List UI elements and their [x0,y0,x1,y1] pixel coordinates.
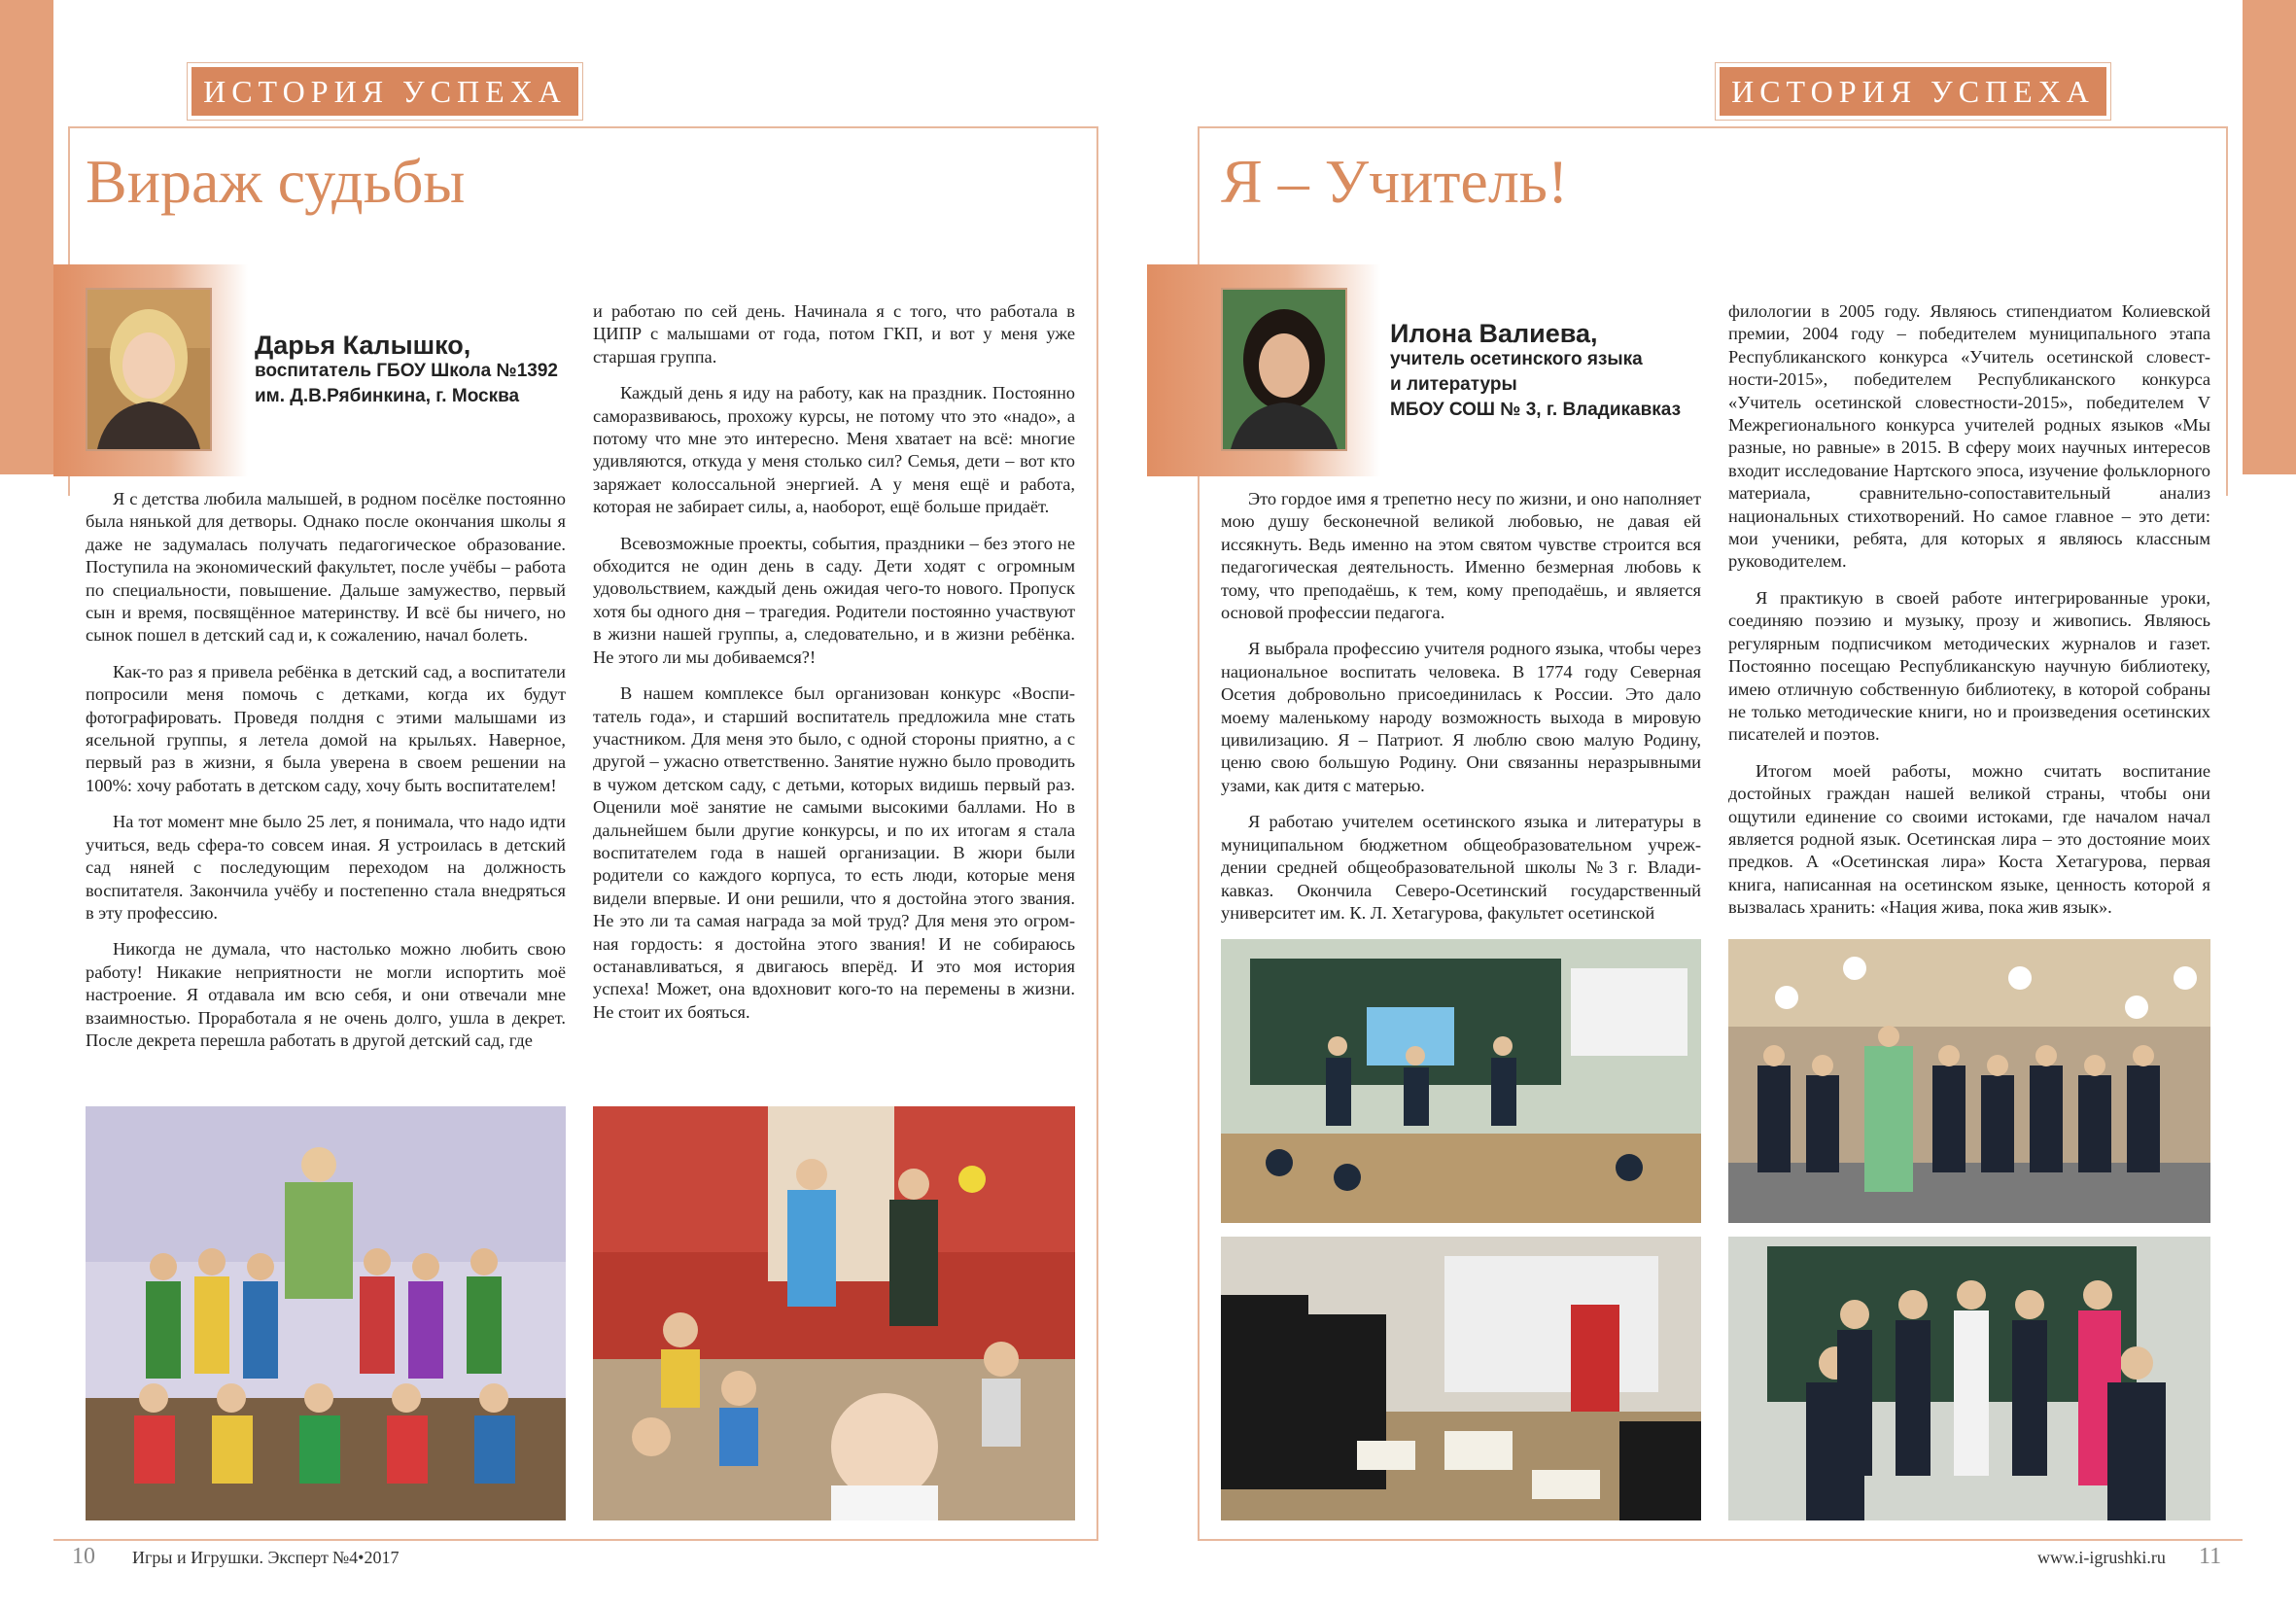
left-author-role-1: воспитатель ГБОУ Школа №1392 [255,361,558,381]
paragraph: и работаю по сей день. Начинала я с того, что работала в ЦИПР с малышами от года, потом ГКП, и вот у меня уже старшая группа. [593,301,1075,367]
paragraph: Я выбрала профессию учителя родного языка, чтобы через национальное воспитать человека. В 1774 году Северная Осетия добровольно присоединилась к России. Это дало моему маленькому народу возможность выхода в мировую цивилизацию. Я – Патриот. Я люблю свою малую Родину, ценю свою большую Родину. Они связанны неразрывными узами, как дитя с матерью. [1221,639,1701,795]
right-author-role-1: учитель осетинского языка [1390,349,1643,369]
right-page-number: 11 [2199,1544,2222,1569]
celebration-image [1728,939,2210,1223]
left-photo-kids-costumes [86,1106,566,1520]
right-frame-bottom [1198,1539,2243,1541]
left-page-number: 10 [72,1544,95,1569]
right-column-1 [1221,488,1701,938]
paragraph: В нашем комплексе был организован конкурс «Воспитатель года», и старший воспитатель предложила мне стать участником. Для меня это было, с одной стороны приятно, а с другой – ужасно ответственно. Занятие нужно было проводить в чужом детском саду, с детьми, которых видишь первый раз. Оценили моё занятие не самыми высокими баллами. Но в дальнейшем были другие конкурсы, и по их итогам я стала воспитателем года в нашей организации. В жюри были родители со каждого корпуса, то есть люди, которые меня видели впервые. И они решили, что я достойна этого звания. Не это ли та самая награда за мой труд? Для меня это огромная гордость: я достойна этого звания! И не собираюсь останавливаться, я двигаюсь вперёд. И это моя история успеха! Может, она вдохновит кого-то на перемены в жизни. Не стоит их бояться. [593,683,1075,1022]
paragraph: Никогда не думала, что настолько можно любить свою работу! Никакие неприятности не могли испортить моё настроение. Я отдавала им всю себя, и они отвечали мне взаимностью. Проработала я не очень долго, ушла в декрет. После декрета перешла работать в другой детский сад, где [86,939,566,1050]
paragraph: Всевозможные проекты, события, праздники – без этого не обходится не один день в саду. Дети ходят с огромным удовольствием, каждый день ожидая чего-то нового. Пропуск хотя бы одного дня – трагедия. Родители постоянно участвуют в жизни нашей группы, а, следовательно, и в жизни ребёнка. Не этого ли мы добиваемся?! [593,533,1075,667]
paragraph: Я практикую в своей работе интегрированные уроки, соединяю поэзию и музыку, прозу и живопись. Являюсь регулярным подписчиком методических журналов и газет. Постоянно посещаю Республиканскую научную библиотеку, имею отличную собственную библиотеку, в которой собраны не только методические книги, но и произведения осетинских писателей и поэтов. [1728,587,2210,745]
left-page-edge-band [0,0,53,474]
paragraph: На тот момент мне было 25 лет, я понимала, что надо идти учиться, ведь сфера-то совсем иная. Я устроилась в детский сад няней с последующим переходом на должность воспитателя. Закончила учёбу и постепенно стала внедряться в эту профессию. [86,812,566,923]
paragraph: Каждый день я иду на работу, как на праздник. Постоянно саморазвиваюсь, прохожу курсы, не потому что это «надо», а потому что мне это интересно. Меня хватает на всё: многие удивляются, откуда у меня столько сил? Семья, дети – вот кто заряжает колоссальной энергией. А у меня ещё и работа, которая не забирает силы, а, наоборот, ещё больше придаёт. [593,383,1075,517]
paragraph: филологии в 2005 году. Являюсь стипендиатом Колиевской премии, 2004 году – победителем муниципального этапа Республиканского конкурса «Учитель осетинской словестности-2015», победителем Республиканского конкурса «Учитель осетинской словестности-2015», победителем V Межрегионального конкурса учителей родных языков «Мы разные, но равные» в 2015. В сферу моих научных интересов входит исследование Нартского эпоса, изучение фольклорного материала, сравнительно-сопоставительный анализ национальных стихотворений. Но самое главное – это дети: мои ученики, ребята, для которых я являюсь классным руководителем. [1728,301,2210,572]
left-section-tab [187,62,583,121]
right-frame-right [2226,126,2228,496]
right-page-edge-band [2243,0,2296,474]
right-section-tab [1715,62,2111,121]
paragraph: Я с детства любила малышей, в родном посёлке постоянно была нянькой для детворы. Однако после окончания школы я даже не задумалась получать педагогическое образование. Поступила на экономический факультет, после учёбы – работа по специальности, повышение. Дальше замужество, первый сын и время, посвящённое материнству. И всё бы ничего, но сынок пошел в детский сад и, к сожалению, начал болеть. [86,489,566,646]
right-section-tab-label: ИСТОРИЯ УСПЕХА [1720,67,2106,116]
right-photo-classroom [1221,939,1701,1223]
left-author-name: Дарья Калышко, [255,331,471,360]
right-author-role-2: и литературы [1390,374,1517,395]
right-photo-celebration [1728,939,2210,1223]
right-author-photo [1223,290,1345,449]
paragraph: Это гордое имя я трепетно несу по жизни, и оно наполняет мою душу бесконечной великой любовью, не давая ей иссякнуть. Ведь именно на этом святом чувстве строится вся педагогическая деятельность. Именно безмерная любовь к тому, что преподаёшь, к тем, кому преподаёшь, и является основой профессии педагога. [1221,489,1701,623]
paragraph: Как-то раз я привела ребёнка в детский сад, а воспитатели попросили меня помочь с детками, когда их будут фотографировать. Проведя полдня с этими малышами из ясельной группы, я летела домой на крыльях. Наверное, первый раз в жизни, я была уверена в своем решении на 100%: хочу работать в детском саду, хочу быть воспитателем! [86,661,566,795]
left-column-2 [593,300,1075,1037]
kids-costumes-image [86,1106,566,1520]
right-photo-students [1728,1237,2210,1520]
left-frame-right [1096,126,1098,1541]
left-frame-bottom [53,1539,1098,1541]
left-photo-party [593,1106,1075,1520]
lesson-image [1221,1237,1701,1520]
right-article-title: Я – Учитель! [1221,147,1569,216]
left-column-1 [86,488,566,1066]
right-frame-top [1198,126,2228,128]
left-frame-top [68,126,1098,128]
left-section-tab-label: ИСТОРИЯ УСПЕХА [191,67,578,116]
left-footer-magazine: Игры и Игрушки. Эксперт [132,1548,329,1567]
left-footer-issue: №4•2017 [332,1548,400,1567]
left-article-title: Вираж судьбы [86,147,466,216]
right-author-portrait [1221,288,1347,451]
right-author-role-3: МБОУ СОШ № 3, г. Владикавказ [1390,400,1682,420]
students-image [1728,1237,2210,1520]
party-image [593,1106,1075,1520]
left-author-role-2: им. Д.В.Рябинкина, г. Москва [255,386,520,406]
right-author-name: Илона Валиева, [1390,319,1598,348]
right-footer-url[interactable]: www.i-igrushki.ru [2037,1548,2166,1567]
left-author-photo [87,290,210,449]
paragraph: Итогом моей работы, можно считать воспитание достойных граждан нашей великой страны, чтобы они ощутили единение со своими истоками, где началом начал является родной язык. Осетинская лира – это достояние моих предков. А «Осетинская лира» Коста Хетагурова, первая книга, написанная на осетинском языке, ценность которой я вызвалась хранить: «Нация жива, пока жив язык». [1728,760,2210,918]
right-column-2 [1728,300,2210,933]
classroom-image [1221,939,1701,1223]
paragraph: Я работаю учителем осетинского языка и литературы в муниципальном бюджетном общеобразовательном учреждении средней общеобразовательной школы №3 г. Владикавказ. Окончила Северо-Осетинский государственный университет им. К. Л. Хетагурова, факультет осетинской [1221,812,1701,923]
left-author-portrait [86,288,212,451]
right-photo-lesson [1221,1237,1701,1520]
